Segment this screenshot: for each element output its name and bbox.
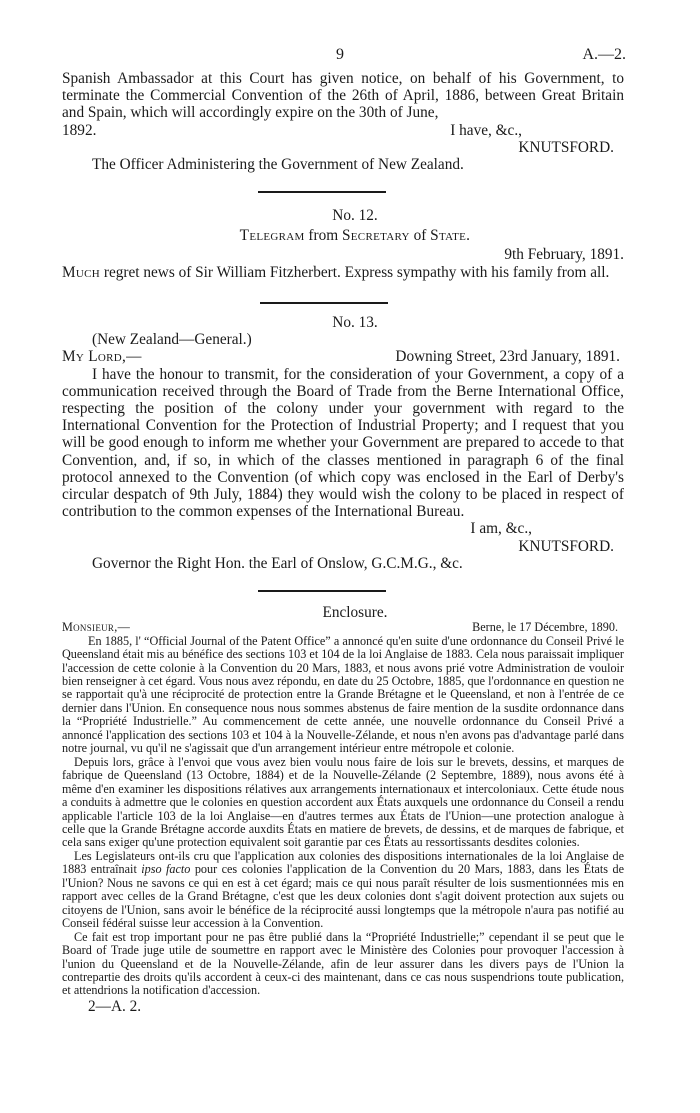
lead-word: Much bbox=[62, 263, 101, 281]
title-word: of bbox=[409, 227, 431, 245]
enclosure-paragraph-1: En 1885, l' “Official Journal of the Patent Office” a annoncé qu'en suite d'une ordonnance du Conseil Privé le Queensland était mis au bénéfice des sections 103 et 104 de la loi Anglaise de 1883. Cela nous paraissait impliquer l'accession de cette colonie à la Convention du 20 Mars, 1883, et nous avons prié votre Administration de vouloir bien renseigner à cet égard. Vous nous avez répondu, en date du 25 Octobre, 1885, que l'ordonnance en question ne se rapportait qu'à une réciprocité de protection entre la Grande Brétagne et le Queensland, et non à l'entrée de ce dernier dans l'Union. En consequence nous nous sommes abstenus de faire mention de la susdite ordonnance dans la “Propriété Industrielle.” Au commencement de cette année, une nouvelle ordonnance du Conseil Privé a annoncé l'application des sections 103 et 104 à la Nouvelle-Zélande, et nous n'en avons pas d'advantage parlé dans notre journal, vu qu'il ne s'agissait que d'un arrangement intérieur entre métropole et colonie. bbox=[62, 633, 624, 756]
closing-phrase: I have, &c., bbox=[450, 121, 522, 139]
salutation-row bbox=[62, 348, 624, 365]
despatch-body: I have the honour to transmit, for the consideration of your Government, a copy of a communication received through the Board of Trade from the Berne International Office, respecting the position of the colony under your government with regard to the International Convention for the Protection of Industrial Property; and I request that you will be good enough to inform me whether your Government are prepared to accede to that Convention, and, if so, in which of the classes mentioned in paragraph 6 of the final protocol annexed to the Convention (of which copy was enclosed in the Earl of Derby's circular despatch of 9th July, 1884) they would wish the colony to be placed in respect of contribution to the common expenses of the International Bureau. bbox=[62, 365, 624, 521]
telegram-no-12 bbox=[62, 207, 624, 281]
continuation-paragraph: Spanish Ambassador at this Court has given notice, on behalf of his Government, to terminate the Commercial Convention of the 26th of April, 1886, between Great Britain and Spain, which will accordingly expire on the 30th of June, bbox=[62, 70, 624, 122]
telegram-title bbox=[86, 227, 624, 244]
section-divider bbox=[258, 590, 386, 592]
place-date: Berne, le 17 Décembre, 1890. bbox=[472, 620, 618, 635]
salutation: Monsieur,— bbox=[62, 620, 131, 635]
paragraph-text: pour ces colonies l'application de la Convention du 20 Mars, 1883, dans les États de l'Union? Nous ne savons ce qui en est à cet égard; mais ce qui nous paraît résulter de lois susmentionnées mis en rapport avec celles de la Grand Brétagne, c'est que les deux colonies dont s'agit doivent protection aux sujets ou citoyens de l'Union, sans avoir le bénéfice de la réciprocité aussi longtemps que la métropole n'aura pas notifié au Conseil fédéral suisse leur accession à la Convention. bbox=[62, 862, 624, 931]
telegram-text: regret news of Sir William Fitzherbert. Express sympathy with his family from all. bbox=[100, 263, 610, 281]
title-word: Telegram bbox=[239, 227, 305, 245]
enclosure-salutation-row bbox=[62, 621, 624, 634]
paper-reference: A.—2. bbox=[582, 46, 626, 63]
addressee: Governor the Right Hon. the Earl of Onslow, G.C.M.G., &c. bbox=[92, 554, 463, 572]
title-word: from bbox=[304, 227, 342, 245]
title-word: State. bbox=[430, 227, 471, 245]
signature: KNUTSFORD. bbox=[518, 537, 614, 555]
despatch-continuation bbox=[62, 70, 624, 173]
enclosure-heading: Enclosure. bbox=[322, 604, 388, 621]
continuation-year: 1892. bbox=[62, 121, 97, 139]
enclosure-paragraph-4: Ce fait est trop important pour ne pas être publié dans la “Propriété Industrielle;” cependant il se peut que le Board of Trade juge utile de soumettre en rapport avec le Ministère des Colonies pour provoquer l'accession à l'union du Queensland et de la Nouvelle-Zélande, afin de leur assurer dans les divers pays de l'Union la contrepartie des droits qu'ils accordent à ceux-ci des maintenant, dans ce cas nous suspendrions toute publication, et attendrions la notification d'accession. bbox=[62, 929, 624, 998]
salutation: My Lord,— bbox=[62, 348, 142, 366]
signature: KNUTSFORD. bbox=[518, 138, 614, 156]
despatch-no-13 bbox=[62, 314, 624, 572]
section-divider bbox=[258, 191, 386, 193]
title-word: Secretary bbox=[341, 227, 410, 245]
enclosure-paragraph-3 bbox=[62, 850, 624, 931]
despatch-subject: (New Zealand—General.) bbox=[92, 331, 252, 349]
page-number: 9 bbox=[336, 46, 344, 63]
paragraph-text: Les Legislateurs ont-ils cru que l'application aux colonies des dispositions internationales de la loi Anglaise de 1883 entraînait bbox=[62, 848, 624, 877]
telegram-date: 9th February, 1891. bbox=[504, 246, 624, 264]
place-date: Downing Street, 23rd January, 1891. bbox=[395, 348, 620, 366]
closing-phrase: I am, &c., bbox=[470, 520, 532, 538]
document-number: No. 13. bbox=[332, 314, 378, 331]
addressee: The Officer Administering the Government of New Zealand. bbox=[92, 156, 464, 174]
section-divider bbox=[260, 302, 388, 304]
signature-mark: 2—A. 2. bbox=[88, 997, 142, 1015]
closing-row bbox=[62, 122, 624, 139]
document-number: No. 12. bbox=[332, 207, 378, 224]
enclosure-paragraph-2: Depuis lors, grâce à l'envoi que vous avez bien voulu nous faire de lois sur le brevets, dessins, et marques de fabrique de Queensland (13 Octobre, 1884) et de la Nouvelle-Zélande (2 Septembre, 1889), nous avons été à même d'en examiner les dispositions rélatives aux arrangements internationaux et intercoloniaux. Cette étude nous a conduits à admettre que le colonies en question accordent aux États auxquels une ordonnance du Conseil a rendu applicable l'article 103 de la loi Anglaise—en d'autres termes aux États de l'Union—une protection analogue à celle que la Grande Brétagne accorde auxdits États en matiere de brevets, de dessins, et de marques de fabrique, et cela sans exiger qu'une protection equivalent soit garantie par ces États au ressortissants desdites colonies. bbox=[62, 754, 624, 850]
enclosure bbox=[62, 604, 624, 1015]
telegram-body bbox=[62, 264, 624, 281]
italic-phrase: ipso facto bbox=[141, 862, 191, 877]
